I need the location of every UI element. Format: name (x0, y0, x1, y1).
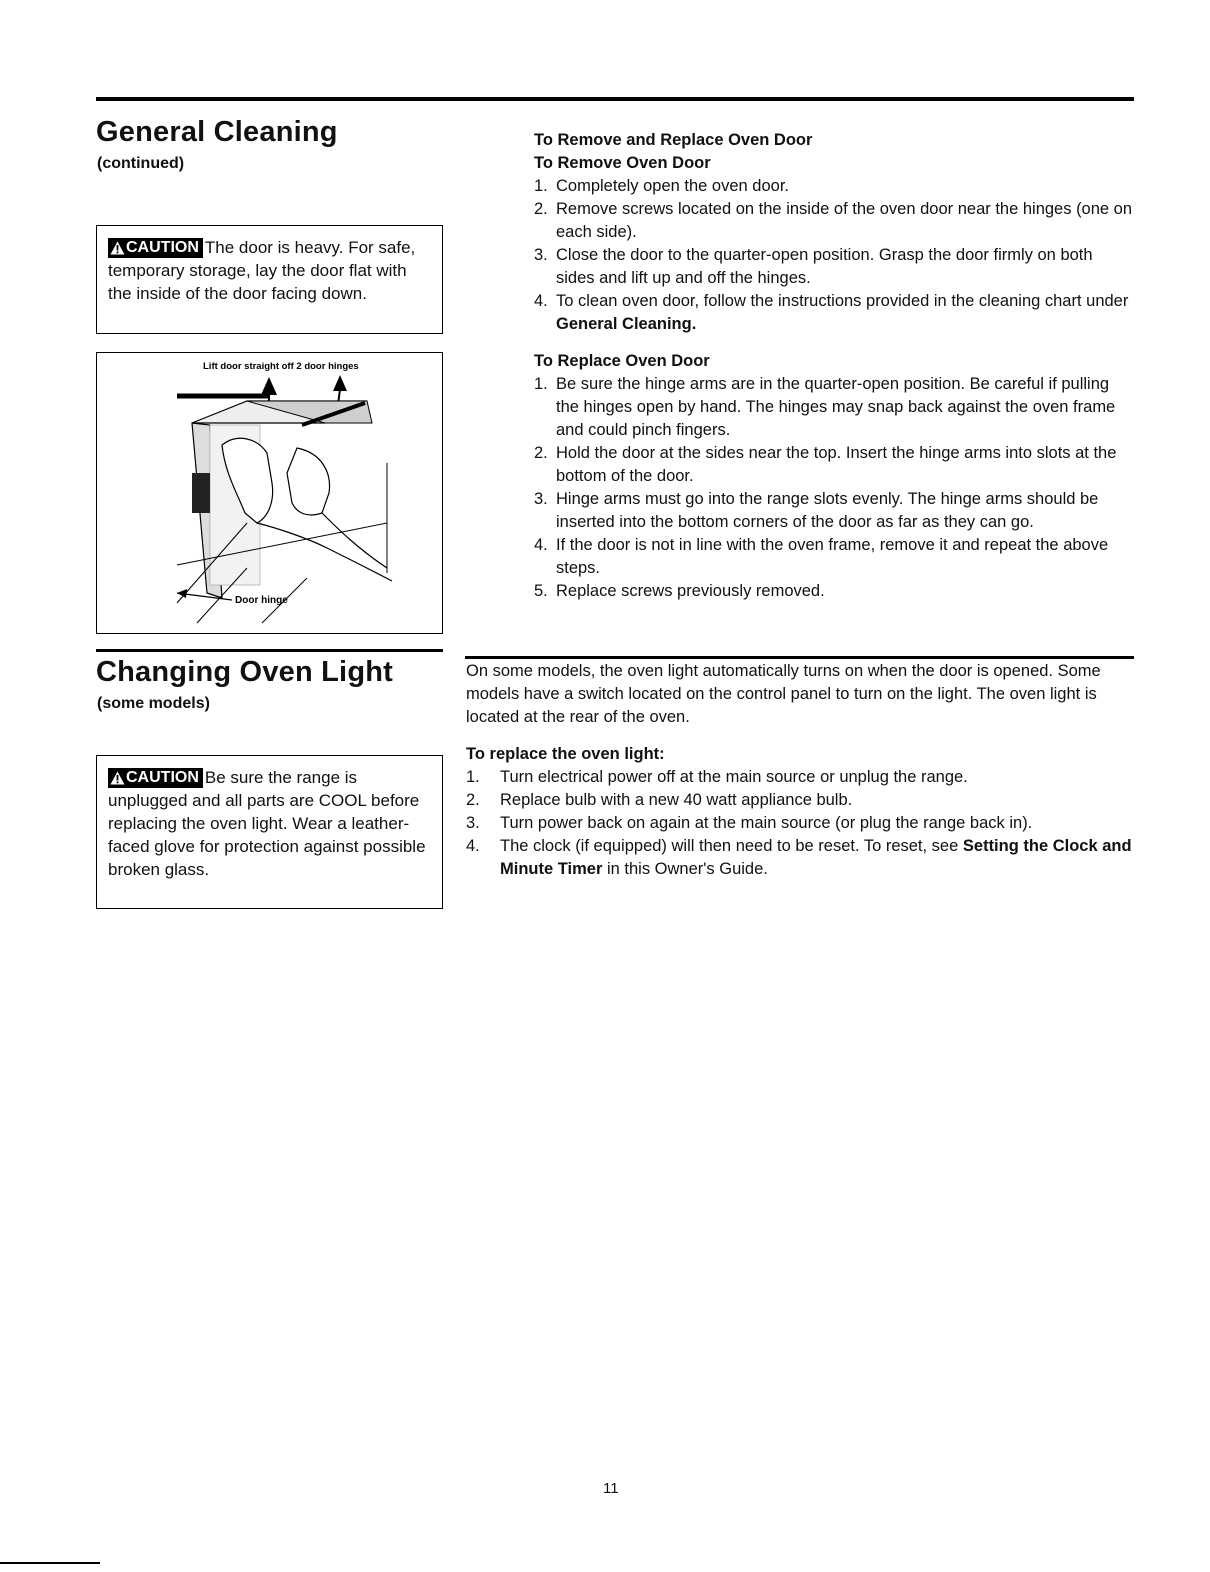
caution-badge (108, 768, 203, 788)
section-subtitle-some-models: (some models) (97, 695, 210, 712)
oven-light-instructions (466, 660, 1134, 881)
caution-box-light (96, 755, 443, 909)
list-item: 4. If the door is not in line with the oven frame, remove it and repeat the above steps. (534, 536, 1109, 577)
oven-light-intro: On some models, the oven light automatically turns on when the door is opened. Some models have a switch located on the control panel to turn on the light. The oven light is located at the rear of the oven. (466, 662, 1101, 726)
list-item: 1. Be sure the hinge arms are in the quarter-open position. Be careful if pulling the hinges open by hand. The hinges may snap back against the oven frame and could pinch fingers. (534, 375, 1116, 439)
list-item: 2. Replace bulb with a new 40 watt appliance bulb. (466, 791, 853, 809)
caution-text: The door is heavy. For safe, temporary storage, lay the door flat with the inside of the door facing down. (108, 238, 416, 303)
warning-triangle-icon (110, 771, 125, 785)
door-figure (96, 352, 443, 634)
warning-triangle-icon (110, 241, 125, 255)
remove-replace-heading: To Remove and Replace Oven Door (534, 131, 813, 149)
oven-door-instructions (534, 129, 1134, 603)
section-title-general-cleaning: General Cleaning (96, 116, 338, 148)
caution-label: CAUTION (126, 239, 199, 256)
list-item: 2. Hold the door at the sides near the top. Insert the hinge arms into slots at the bottom of the door. (534, 444, 1117, 485)
caution-badge (108, 238, 203, 258)
caution-label: CAUTION (126, 769, 199, 786)
section-rule-right (465, 656, 1134, 659)
replace-light-heading: To replace the oven light: (466, 745, 665, 763)
list-item: 1. Completely open the oven door. (534, 177, 789, 195)
figure-callout: Door hinge (235, 595, 288, 606)
oven-door-illustration (97, 353, 441, 632)
page-number: 11 (603, 1480, 619, 1497)
list-item: 3. Hinge arms must go into the range slots evenly. The hinge arms should be inserted into the bottom corners of the door as far as they can go. (534, 490, 1099, 531)
list-item: 4. To clean oven door, follow the instructions provided in the cleaning chart under General Cleaning. (534, 292, 1129, 333)
replace-door-heading: To Replace Oven Door (534, 352, 710, 370)
scan-mark (0, 1562, 100, 1564)
list-item: 1. Turn electrical power off at the main source or unplug the range. (466, 768, 968, 786)
light-steps (466, 766, 1134, 881)
remove-door-heading: To Remove Oven Door (534, 154, 711, 172)
list-item: 3. Turn power back on again at the main source (or plug the range back in). (466, 814, 1033, 832)
caution-text: Be sure the range is unplugged and all parts are COOL before replacing the oven light. Wear a leather-faced glove for protection against possible broken glass. (108, 768, 426, 879)
section-subtitle-continued: (continued) (97, 155, 185, 172)
list-item: 4. The clock (if equipped) will then need to be reset. To reset, see Setting the Clock and Minute Timer in this Owner's Guide. (466, 837, 1132, 878)
remove-steps (534, 175, 1134, 336)
top-rule (96, 97, 1134, 101)
list-item: 5. Replace screws previously removed. (534, 582, 825, 600)
list-item: 3. Close the door to the quarter-open position. Grasp the door firmly on both sides and lift up and off the hinges. (534, 246, 1093, 287)
caution-box-door (96, 225, 443, 334)
figure-caption: Lift door straight off 2 door hinges (203, 361, 359, 372)
replace-steps (534, 373, 1134, 603)
section-title-changing-oven-light: Changing Oven Light (96, 656, 394, 688)
section-rule-left (96, 649, 443, 652)
list-item: 2. Remove screws located on the inside of the oven door near the hinges (one on each side). (534, 200, 1133, 241)
